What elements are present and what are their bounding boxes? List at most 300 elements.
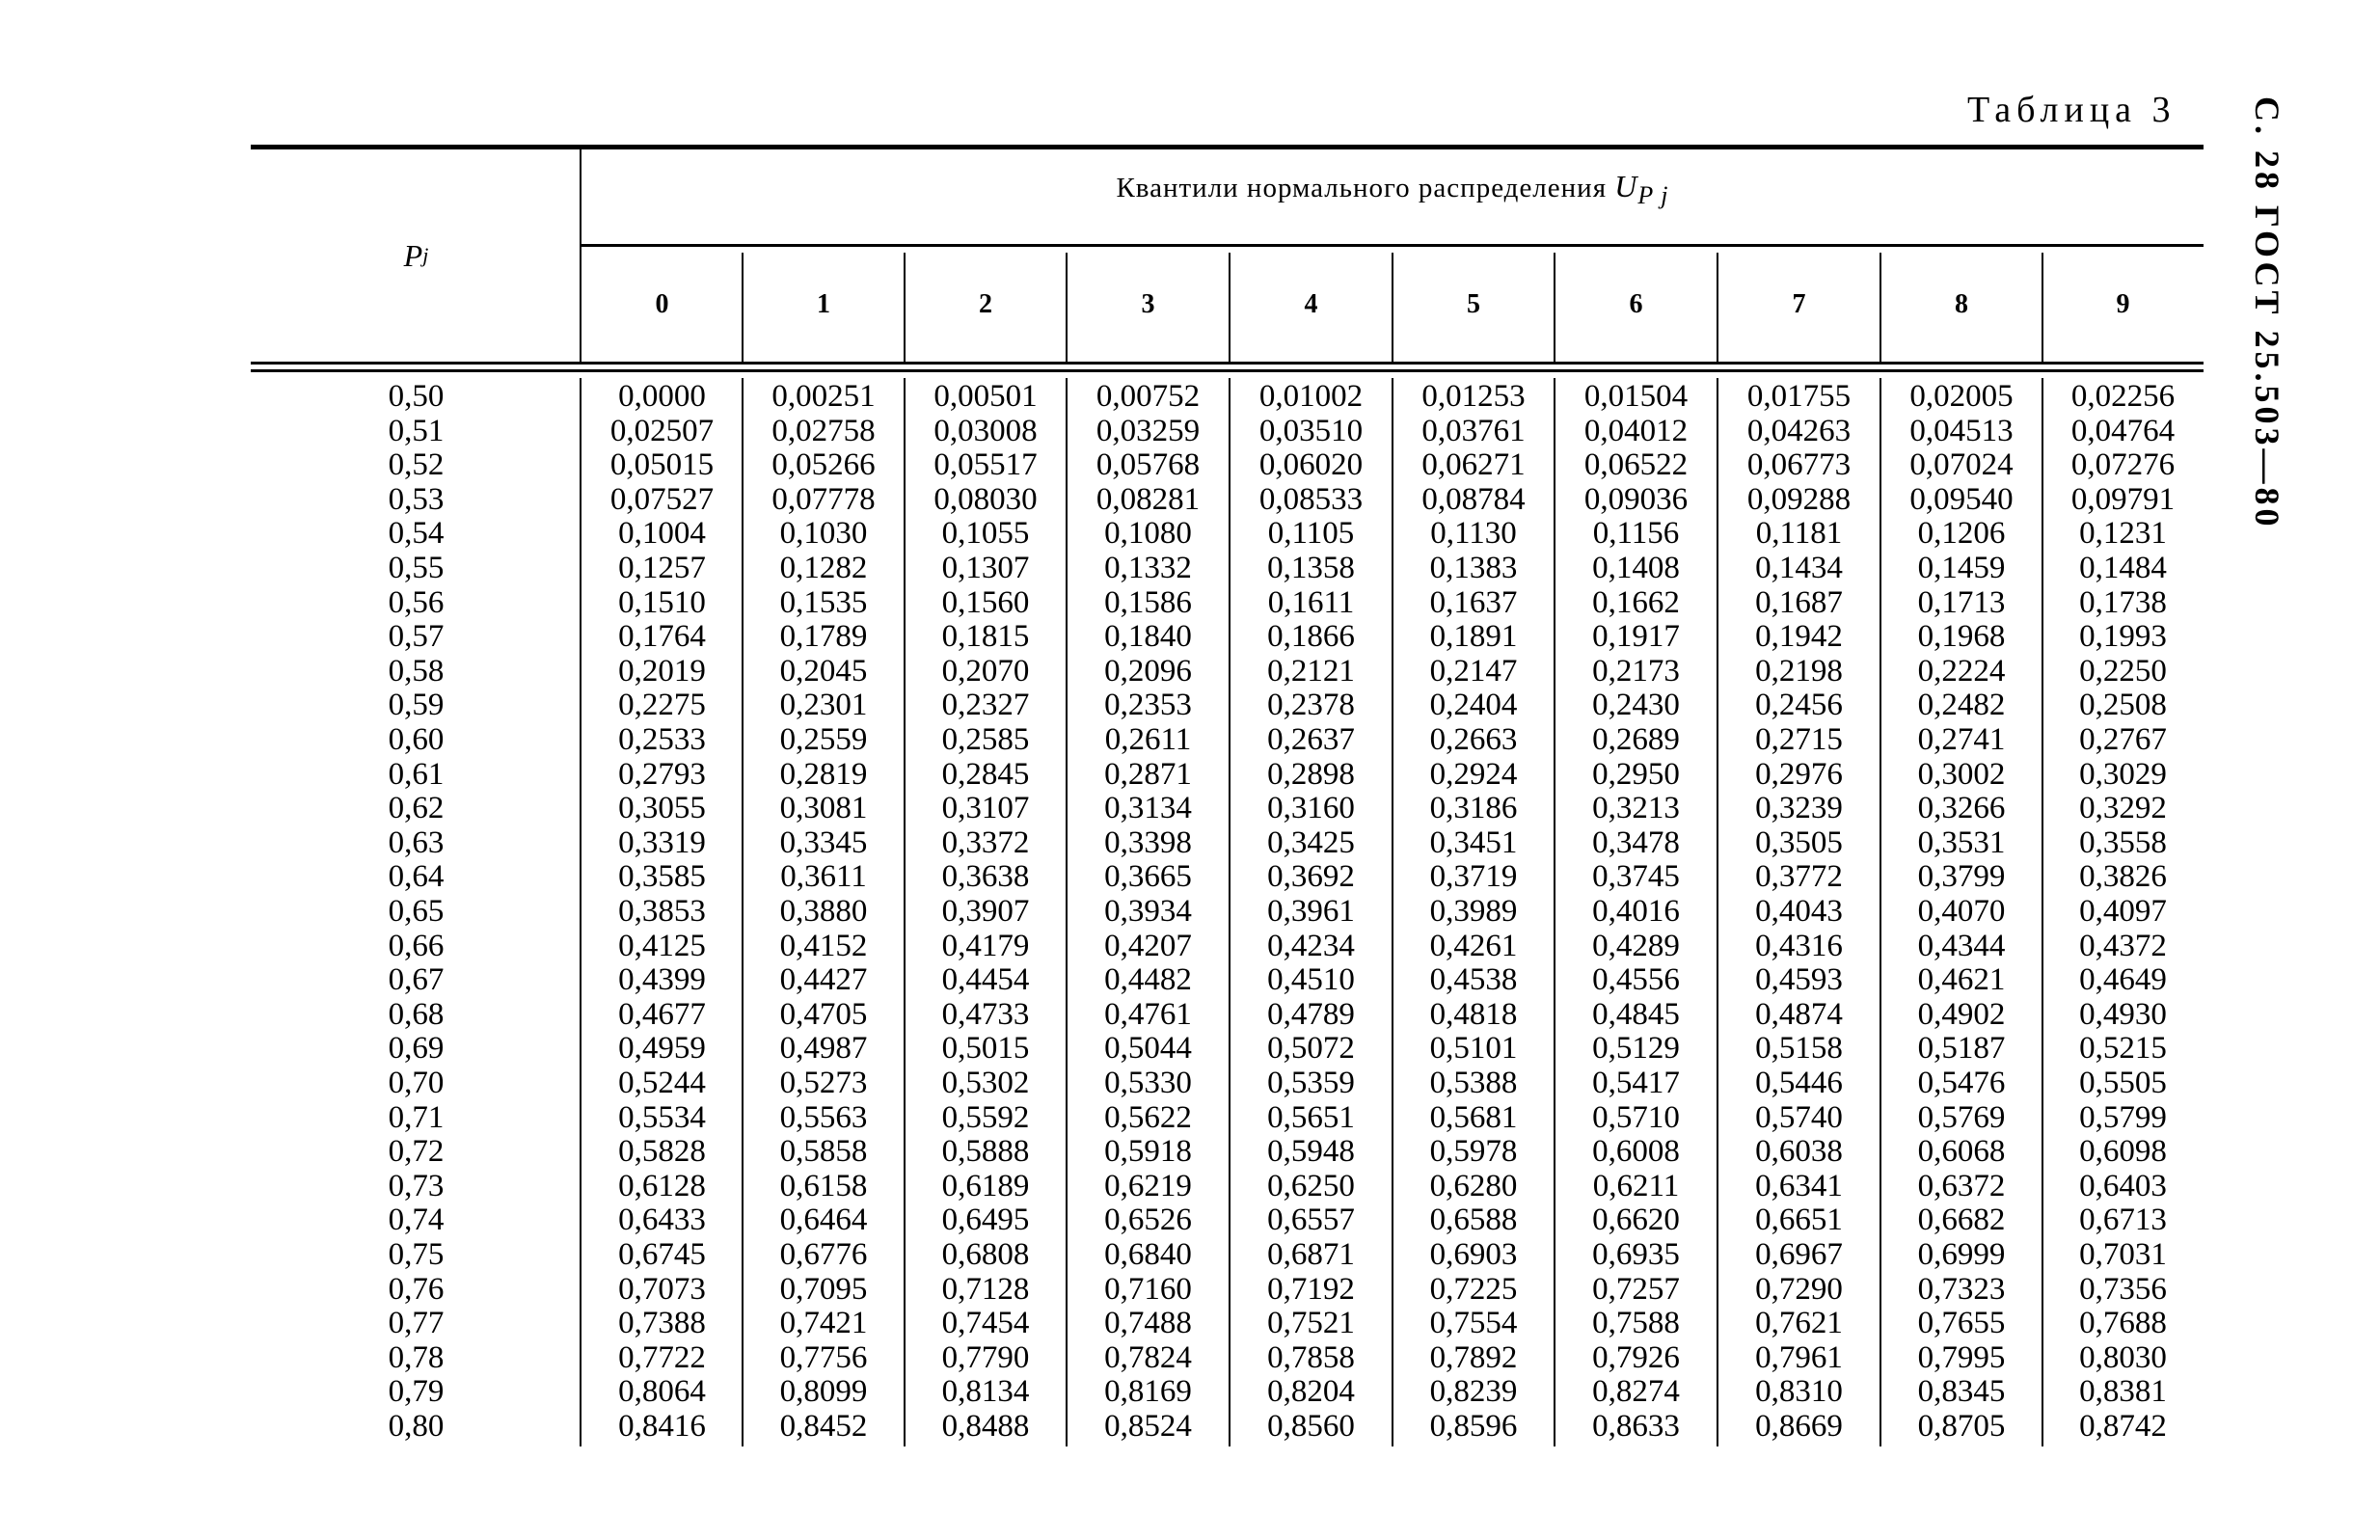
table-cell: 0,4372 — [2079, 928, 2167, 963]
table-row — [251, 895, 2204, 930]
table-cell: 0,6068 — [1917, 1134, 2006, 1170]
table-cell: 0,2045 — [779, 653, 868, 689]
table-cell: 0,05768 — [1095, 447, 1201, 483]
row-pj-value: 0,67 — [388, 962, 445, 998]
table-cell: 0,8169 — [1104, 1374, 1192, 1410]
table-cell: 0,4510 — [1267, 962, 1355, 998]
table-cell: 0,7995 — [1917, 1339, 2006, 1375]
column-header-8: 8 — [1955, 288, 1968, 319]
table-cell: 0,5044 — [1104, 1031, 1192, 1067]
column-header-4: 4 — [1304, 288, 1318, 319]
table-cell: 0,8669 — [1755, 1409, 1843, 1444]
row-pj-value: 0,57 — [388, 619, 445, 655]
table-cell: 0,1206 — [1917, 516, 2006, 552]
row-pj-value: 0,65 — [388, 894, 445, 929]
table-cell: 0,6098 — [2079, 1134, 2167, 1170]
table-cell: 0,1181 — [1755, 516, 1843, 552]
table-cell: 0,5828 — [618, 1134, 706, 1170]
table-cell: 0,5651 — [1267, 1099, 1355, 1135]
table-cell: 0,4649 — [2079, 962, 2167, 998]
table-cell: 0,1484 — [2079, 551, 2167, 585]
table-cell: 0,3989 — [1429, 894, 1518, 929]
table-cell: 0,8633 — [1592, 1409, 1680, 1444]
table-row — [251, 1203, 2204, 1238]
table-cell: 0,6999 — [1917, 1237, 2006, 1272]
table-cell: 0,7756 — [779, 1339, 868, 1375]
table-cell: 0,4930 — [2079, 996, 2167, 1032]
row-pj-value: 0,55 — [388, 551, 445, 585]
table-cell: 0,2019 — [618, 653, 706, 689]
column-header-7: 7 — [1792, 288, 1806, 319]
group-header-text: Квантили нормального распределения — [1116, 173, 1608, 203]
table-cell: 0,5158 — [1755, 1031, 1843, 1067]
table-cell: 0,7257 — [1592, 1271, 1680, 1307]
table-cell: 0,1764 — [618, 619, 706, 655]
table-cell: 0,5446 — [1755, 1066, 1843, 1100]
table-cell: 0,5417 — [1592, 1066, 1680, 1100]
row-pj-value: 0,54 — [388, 516, 445, 552]
table-cell: 0,1156 — [1592, 516, 1680, 552]
table-cell: 0,2508 — [2079, 688, 2167, 723]
table-cell: 0,2741 — [1917, 722, 2006, 757]
table-cell: 0,04764 — [2070, 413, 2176, 448]
table-cell: 0,1030 — [779, 516, 868, 552]
table-cell: 0,8310 — [1755, 1374, 1843, 1410]
table-cell: 0,7554 — [1429, 1306, 1518, 1341]
table-cell: 0,5622 — [1104, 1099, 1192, 1135]
table-cell: 0,3345 — [779, 824, 868, 860]
row-header-pj — [251, 149, 581, 362]
table-cell: 0,1055 — [941, 516, 1030, 552]
table-cell: 0,4987 — [779, 1031, 868, 1067]
row-pj-value: 0,66 — [388, 928, 445, 963]
table-cell: 0,7421 — [779, 1306, 868, 1341]
table-row — [251, 1410, 2204, 1445]
table-cell: 0,8099 — [779, 1374, 868, 1410]
row-pj-value: 0,53 — [388, 481, 445, 517]
table-cell: 0,3186 — [1429, 791, 1518, 826]
table-cell: 0,2147 — [1429, 653, 1518, 689]
table-cell: 0,4125 — [618, 928, 706, 963]
table-cell: 0,05266 — [771, 447, 876, 483]
table-cell: 0,8381 — [2079, 1374, 2167, 1410]
table-cell: 0,7588 — [1592, 1306, 1680, 1341]
table-cell: 0,6128 — [618, 1168, 706, 1203]
table-cell: 0,6158 — [779, 1168, 868, 1203]
table-cell: 0,4593 — [1755, 962, 1843, 998]
table-row — [251, 1067, 2204, 1101]
row-pj-value: 0,77 — [388, 1306, 445, 1341]
table-cell: 0,07024 — [1909, 447, 2014, 483]
table-cell: 0,2327 — [941, 688, 1030, 723]
table-cell: 0,2430 — [1592, 688, 1680, 723]
row-pj-value: 0,56 — [388, 584, 445, 620]
table-cell: 0,5563 — [779, 1099, 868, 1135]
table-row — [251, 792, 2204, 826]
row-pj-value: 0,78 — [388, 1339, 445, 1375]
table-cell: 0,01755 — [1746, 379, 1852, 414]
row-pj-value: 0,63 — [388, 824, 445, 860]
table-cell: 0,6840 — [1104, 1237, 1192, 1272]
table-cell: 0,8524 — [1104, 1409, 1192, 1444]
table-cell: 0,1968 — [1917, 619, 2006, 655]
table-cell: 0,7160 — [1104, 1271, 1192, 1307]
quantile-subscript: P j — [1637, 180, 1669, 209]
table-cell: 0,7621 — [1755, 1306, 1843, 1341]
table-cell: 0,2456 — [1755, 688, 1843, 723]
table-cell: 0,4399 — [618, 962, 706, 998]
row-pj-value: 0,52 — [388, 447, 445, 483]
table-cell: 0,5681 — [1429, 1099, 1518, 1135]
table-cell: 0,1004 — [618, 516, 706, 552]
table-cell: 0,5388 — [1429, 1066, 1518, 1100]
table-cell: 0,1535 — [779, 584, 868, 620]
table-cell: 0,03761 — [1421, 413, 1526, 448]
row-pj-value: 0,50 — [388, 379, 445, 414]
table-row — [251, 1238, 2204, 1273]
table-row — [251, 552, 2204, 586]
table-row — [251, 826, 2204, 861]
table-cell: 0,2793 — [618, 756, 706, 792]
table-cell: 0,3425 — [1267, 824, 1355, 860]
table-cell: 0,6808 — [941, 1237, 1030, 1272]
table-cell: 0,5534 — [618, 1099, 706, 1135]
table-cell: 0,05015 — [609, 447, 715, 483]
table-cell: 0,2559 — [779, 722, 868, 757]
table-cell: 0,5948 — [1267, 1134, 1355, 1170]
table-row — [251, 1135, 2204, 1170]
table-cell: 0,1434 — [1755, 551, 1843, 585]
table-cell: 0,08533 — [1258, 481, 1364, 517]
table-cell: 0,3558 — [2079, 824, 2167, 860]
table-cell: 0,3907 — [941, 894, 1030, 929]
table-cell: 0,3692 — [1267, 859, 1355, 895]
table-cell: 0,2070 — [941, 653, 1030, 689]
table-cell: 0,5129 — [1592, 1031, 1680, 1067]
table-cell: 0,06522 — [1583, 447, 1689, 483]
table-cell: 0,3029 — [2079, 756, 2167, 792]
table-cell: 0,6211 — [1592, 1168, 1680, 1203]
table-cell: 0,5273 — [779, 1066, 868, 1100]
table-cell: 0,3319 — [618, 824, 706, 860]
table-cell: 0,09288 — [1746, 481, 1852, 517]
table-cell: 0,07276 — [2070, 447, 2176, 483]
table-cell: 0,08281 — [1095, 481, 1201, 517]
table-cell: 0,2585 — [941, 722, 1030, 757]
table-cell: 0,6557 — [1267, 1202, 1355, 1238]
table-cell: 0,1510 — [618, 584, 706, 620]
table-cell: 0,3398 — [1104, 824, 1192, 860]
table-cell: 0,6588 — [1429, 1202, 1518, 1238]
table-cell: 0,5015 — [941, 1031, 1030, 1067]
table-cell: 0,2689 — [1592, 722, 1680, 757]
table-cell: 0,4845 — [1592, 996, 1680, 1032]
table-cell: 0,3961 — [1267, 894, 1355, 929]
table-cell: 0,1993 — [2079, 619, 2167, 655]
table-caption: Таблица 3 — [1967, 90, 2177, 130]
table-cell: 0,8452 — [779, 1409, 868, 1444]
table-cell: 0,3665 — [1104, 859, 1192, 895]
table-cell: 0,7095 — [779, 1271, 868, 1307]
table-cell: 0,1282 — [779, 551, 868, 585]
table-cell: 0,3826 — [2079, 859, 2167, 895]
table-cell: 0,3531 — [1917, 824, 2006, 860]
table-cell: 0,3505 — [1755, 824, 1843, 860]
table-cell: 0,1307 — [941, 551, 1030, 585]
table-cell: 0,8204 — [1267, 1374, 1355, 1410]
table-cell: 0,6341 — [1755, 1168, 1843, 1203]
table-cell: 0,2275 — [618, 688, 706, 723]
table-cell: 0,7290 — [1755, 1271, 1843, 1307]
table-cell: 0,06271 — [1421, 447, 1526, 483]
table-cell: 0,6464 — [779, 1202, 868, 1238]
column-header-0: 0 — [655, 288, 669, 319]
table-cell: 0,4454 — [941, 962, 1030, 998]
table-cell: 0,0000 — [618, 379, 706, 414]
table-cell: 0,04513 — [1909, 413, 2014, 448]
table-cell: 0,1866 — [1267, 619, 1355, 655]
table-cell: 0,1713 — [1917, 584, 2006, 620]
table-cell: 0,5858 — [779, 1134, 868, 1170]
row-pj-value: 0,74 — [388, 1202, 445, 1238]
table-row — [251, 620, 2204, 655]
table-cell: 0,5476 — [1917, 1066, 2006, 1100]
table-cell: 0,6372 — [1917, 1168, 2006, 1203]
table-row — [251, 689, 2204, 723]
table-cell: 0,4344 — [1917, 928, 2006, 963]
column-header-3: 3 — [1141, 288, 1155, 319]
table-cell: 0,1332 — [1104, 551, 1192, 585]
table-cell: 0,8416 — [618, 1409, 706, 1444]
table-cell: 0,7356 — [2079, 1271, 2167, 1307]
table-cell: 0,7688 — [2079, 1306, 2167, 1341]
table-cell: 0,4818 — [1429, 996, 1518, 1032]
pj-symbol: P — [403, 237, 423, 273]
table-cell: 0,2301 — [779, 688, 868, 723]
table-cell: 0,06020 — [1258, 447, 1364, 483]
table-cell: 0,6189 — [941, 1168, 1030, 1203]
column-header-9: 9 — [2116, 288, 2130, 319]
table-cell: 0,09036 — [1583, 481, 1689, 517]
table-cell: 0,2121 — [1267, 653, 1355, 689]
table-cell: 0,3372 — [941, 824, 1030, 860]
table-cell: 0,2663 — [1429, 722, 1518, 757]
table-cell: 0,8560 — [1267, 1409, 1355, 1444]
table-cell: 0,1687 — [1755, 584, 1843, 620]
table-cell: 0,4097 — [2079, 894, 2167, 929]
table-cell: 0,2611 — [1104, 722, 1192, 757]
row-pj-value: 0,59 — [388, 688, 445, 723]
row-pj-value: 0,80 — [388, 1409, 445, 1444]
table-cell: 0,7388 — [618, 1306, 706, 1341]
table-cell: 0,5101 — [1429, 1031, 1518, 1067]
table-cell: 0,1231 — [2079, 516, 2167, 552]
table-cell: 0,5740 — [1755, 1099, 1843, 1135]
table-cell: 0,8239 — [1429, 1374, 1518, 1410]
table-cell: 0,1560 — [941, 584, 1030, 620]
table-cell: 0,2898 — [1267, 756, 1355, 792]
table-cell: 0,1257 — [618, 551, 706, 585]
table-cell: 0,3745 — [1592, 859, 1680, 895]
table-cell: 0,7790 — [941, 1339, 1030, 1375]
table-cell: 0,3134 — [1104, 791, 1192, 826]
table-cell: 0,08784 — [1421, 481, 1526, 517]
table-cell: 0,2353 — [1104, 688, 1192, 723]
table-cell: 0,4538 — [1429, 962, 1518, 998]
table-cell: 0,4152 — [779, 928, 868, 963]
table-cell: 0,02256 — [2070, 379, 2176, 414]
table-cell: 0,8705 — [1917, 1409, 2006, 1444]
row-pj-value: 0,79 — [388, 1374, 445, 1410]
table-cell: 0,1789 — [779, 619, 868, 655]
table-cell: 0,8064 — [618, 1374, 706, 1410]
table-cell: 0,1130 — [1430, 516, 1517, 552]
table-cell: 0,7225 — [1429, 1271, 1518, 1307]
table-cell: 0,8596 — [1429, 1409, 1518, 1444]
row-pj-value: 0,75 — [388, 1237, 445, 1272]
table-cell: 0,02507 — [609, 413, 715, 448]
table-cell: 0,01253 — [1421, 379, 1526, 414]
table-cell: 0,2871 — [1104, 756, 1192, 792]
table-cell: 0,2924 — [1429, 756, 1518, 792]
table-cell: 0,3213 — [1592, 791, 1680, 826]
table-cell: 0,6620 — [1592, 1202, 1680, 1238]
header-bottom-rule — [251, 362, 2204, 365]
table-cell: 0,1738 — [2079, 584, 2167, 620]
table-cell: 0,4761 — [1104, 996, 1192, 1032]
column-header-1: 1 — [817, 288, 830, 319]
table-cell: 0,3292 — [2079, 791, 2167, 826]
column-header-5: 5 — [1467, 288, 1480, 319]
table-cell: 0,2637 — [1267, 722, 1355, 757]
table-cell: 0,08030 — [933, 481, 1038, 517]
table-cell: 0,3002 — [1917, 756, 2006, 792]
row-pj-value: 0,72 — [388, 1134, 445, 1170]
table-row — [251, 1101, 2204, 1136]
page-running-header: С. 28 ГОСТ 25.503—80 — [2248, 96, 2286, 530]
table-cell: 0,6651 — [1755, 1202, 1843, 1238]
table-cell: 0,4427 — [779, 962, 868, 998]
table-cell: 0,3880 — [779, 894, 868, 929]
table-cell: 0,3585 — [618, 859, 706, 895]
table-row — [251, 998, 2204, 1033]
table-cell: 0,2976 — [1755, 756, 1843, 792]
table-cell: 0,7031 — [2079, 1237, 2167, 1272]
row-pj-value: 0,68 — [388, 996, 445, 1032]
table-cell: 0,2173 — [1592, 653, 1680, 689]
table-cell: 0,5505 — [2079, 1066, 2167, 1100]
table-cell: 0,3451 — [1429, 824, 1518, 860]
table-cell: 0,2224 — [1917, 653, 2006, 689]
table-cell: 0,5769 — [1917, 1099, 2006, 1135]
table-cell: 0,1383 — [1429, 551, 1518, 585]
table-cell: 0,1408 — [1592, 551, 1680, 585]
column-header-2: 2 — [979, 288, 992, 319]
table-cell: 0,4234 — [1267, 928, 1355, 963]
table-cell: 0,4705 — [779, 996, 868, 1032]
table-cell: 0,3772 — [1755, 859, 1843, 895]
table-cell: 0,1815 — [941, 619, 1030, 655]
table-cell: 0,7454 — [941, 1306, 1030, 1341]
table-cell: 0,3478 — [1592, 824, 1680, 860]
table-cell: 0,6713 — [2079, 1202, 2167, 1238]
table-cell: 0,6871 — [1267, 1237, 1355, 1272]
table-cell: 0,1358 — [1267, 551, 1355, 585]
table-row — [251, 758, 2204, 793]
table-cell: 0,6433 — [618, 1202, 706, 1238]
table-cell: 0,2198 — [1755, 653, 1843, 689]
table-cell: 0,6682 — [1917, 1202, 2006, 1238]
table-row — [251, 1341, 2204, 1376]
table-cell: 0,3719 — [1429, 859, 1518, 895]
table-cell: 0,4621 — [1917, 962, 2006, 998]
table-row — [251, 586, 2204, 621]
table-cell: 0,8742 — [2079, 1409, 2167, 1444]
table-cell: 0,7858 — [1267, 1339, 1355, 1375]
table-cell: 0,1459 — [1917, 551, 2006, 585]
table-cell: 0,6219 — [1104, 1168, 1192, 1203]
table-cell: 0,3081 — [779, 791, 868, 826]
table-cell: 0,3638 — [941, 859, 1030, 895]
table-cell: 0,1840 — [1104, 619, 1192, 655]
table-row — [251, 930, 2204, 964]
table-row — [251, 860, 2204, 895]
table-cell: 0,2819 — [779, 756, 868, 792]
table-cell: 0,04263 — [1746, 413, 1852, 448]
table-cell: 0,04012 — [1583, 413, 1689, 448]
table-cell: 0,5302 — [941, 1066, 1030, 1100]
table-cell: 0,1637 — [1429, 584, 1518, 620]
table-cell: 0,5330 — [1104, 1066, 1192, 1100]
table-cell: 0,4556 — [1592, 962, 1680, 998]
table-cell: 0,8274 — [1592, 1374, 1680, 1410]
header-bottom-rule-2 — [251, 369, 2204, 372]
table-cell: 0,4733 — [941, 996, 1030, 1032]
row-pj-value: 0,61 — [388, 756, 445, 792]
table-cell: 0,7192 — [1267, 1271, 1355, 1307]
table-cell: 0,2950 — [1592, 756, 1680, 792]
table-cell: 0,5799 — [2079, 1099, 2167, 1135]
table-cell: 0,4016 — [1592, 894, 1680, 929]
table-cell: 0,07778 — [771, 481, 876, 517]
table-cell: 0,5244 — [618, 1066, 706, 1100]
table-cell: 0,02758 — [771, 413, 876, 448]
table-row — [251, 483, 2204, 518]
row-pj-value: 0,62 — [388, 791, 445, 826]
table-cell: 0,5978 — [1429, 1134, 1518, 1170]
row-pj-value: 0,51 — [388, 413, 445, 448]
table-cell: 0,1942 — [1755, 619, 1843, 655]
table-cell: 0,2845 — [941, 756, 1030, 792]
table-cell: 0,00251 — [771, 379, 876, 414]
table-cell: 0,2482 — [1917, 688, 2006, 723]
table-cell: 0,8488 — [941, 1409, 1030, 1444]
table-row — [251, 963, 2204, 998]
table-row — [251, 1375, 2204, 1410]
table-cell: 0,7488 — [1104, 1306, 1192, 1341]
table-cell: 0,2767 — [2079, 722, 2167, 757]
table-cell: 0,1611 — [1267, 584, 1355, 620]
table-cell: 0,6745 — [618, 1237, 706, 1272]
table-cell: 0,2533 — [618, 722, 706, 757]
table-cell: 0,6776 — [779, 1237, 868, 1272]
table-cell: 0,7926 — [1592, 1339, 1680, 1375]
quantile-symbol: U — [1614, 169, 1638, 203]
table-cell: 0,2378 — [1267, 688, 1355, 723]
row-pj-value: 0,71 — [388, 1099, 445, 1135]
table-cell: 0,4902 — [1917, 996, 2006, 1032]
table-row — [251, 1170, 2204, 1204]
